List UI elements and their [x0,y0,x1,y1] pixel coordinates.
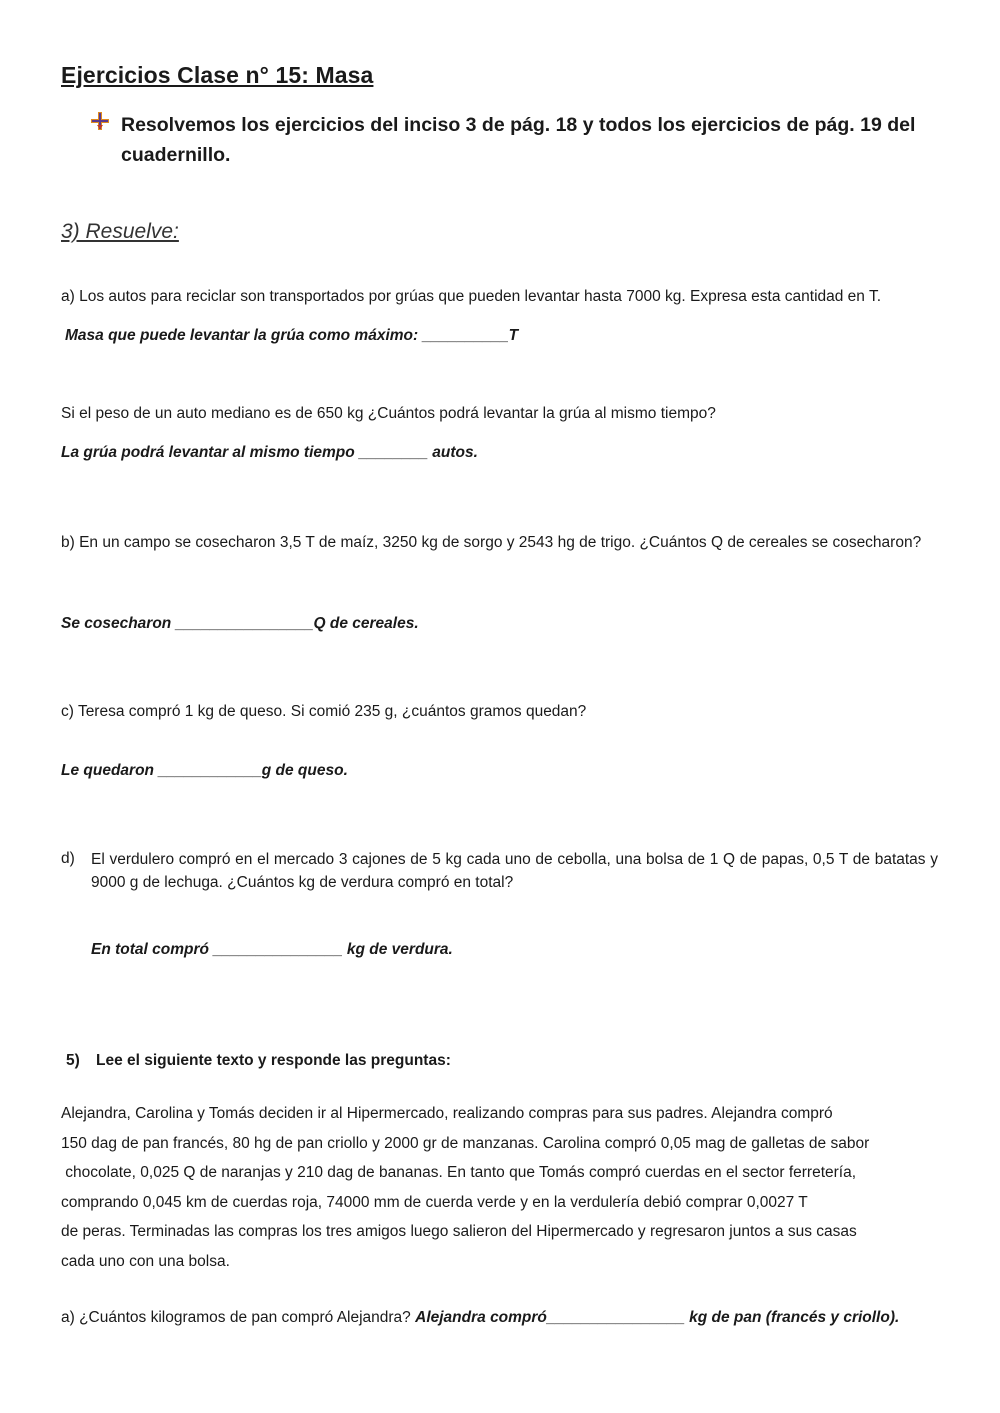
question-5a-text: a) ¿Cuántos kilogramos de pan compró Alejandra? [61,1309,411,1326]
answer-3a: Masa que puede levantar la grúa como máximo: __________T [65,327,519,344]
question-3c: c) Teresa compró 1 kg de queso. Si comió 235 g, ¿cuántos gramos quedan? [61,703,587,720]
section-5-title: Lee el siguiente texto y responde las preguntas: [96,1052,451,1069]
answer-3a-2: La grúa podrá levantar al mismo tiempo ________ autos. [61,444,478,461]
section-5-heading [66,1052,451,1070]
question-3d-label: d) [61,850,75,867]
question-5a [61,1309,899,1327]
section-3-heading: 3) Resuelve: [61,220,179,243]
question-3a-2: Si el peso de un auto mediano es de 650 kg ¿Cuántos podrá levantar la grúa al mismo tiempo? [61,405,716,422]
question-3b: b) En un campo se cosecharon 3,5 T de maíz, 3250 kg de sorgo y 2543 hg de trigo. ¿Cuántos Q de cereales se cosecharon? [61,534,922,551]
text-line: Alejandra, Carolina y Tomás deciden ir al Hipermercado, realizando compras para sus padres. Alejandra compró [61,1105,833,1122]
answer-5a: Alejandra compró________________ kg de pan (francés y criollo). [415,1309,900,1326]
intro-line-2: cuadernillo. [121,144,231,166]
answer-3d: En total compró _______________ kg de verdura. [91,941,453,958]
intro-instruction [121,110,951,170]
arrow-bullet-icon [89,110,111,132]
text-line: 150 dag de pan francés, 80 hg de pan criollo y 2000 gr de manzanas. Carolina compró 0,05 mag de galletas de sabor [61,1134,870,1152]
question-3d: El verdulero compró en el mercado 3 cajones de 5 kg cada uno de cebolla, una bolsa de 1 Q de papas, 0,5 T de batatas y 9000 g de lechuga. ¿Cuántos kg de verdura compró en total? [91,851,938,891]
answer-3c: Le quedaron ____________g de queso. [61,762,348,779]
intro-line-1: Resolvemos los ejercicios del inciso 3 de pág. 18 y todos los ejercicios de pág. 19 del [121,114,916,136]
text-line: comprando 0,045 km de cuerdas roja, 74000 mm de cuerda verde y en la verdulería debió comprar 0,0027 T [61,1193,808,1211]
text-line: cada uno con una bolsa. [61,1252,230,1270]
question-3a: a) Los autos para reciclar son transportados por grúas que pueden levantar hasta 7000 kg. Expresa esta cantidad en T. [61,288,882,305]
answer-3b: Se cosecharon ________________Q de cereales. [61,615,419,632]
text-line: de peras. Terminadas las compras los tres amigos luego salieron del Hipermercado y regresaron juntos a sus casas [61,1223,857,1241]
section-5-number: 5) [66,1052,80,1069]
page-title: Ejercicios Clase n° 15: Masa [61,62,374,88]
section-5-text [61,1099,941,1277]
text-line: chocolate, 0,025 Q de naranjas y 210 dag de bananas. En tanto que Tomás compró cuerdas en el sector ferretería, [61,1164,857,1182]
